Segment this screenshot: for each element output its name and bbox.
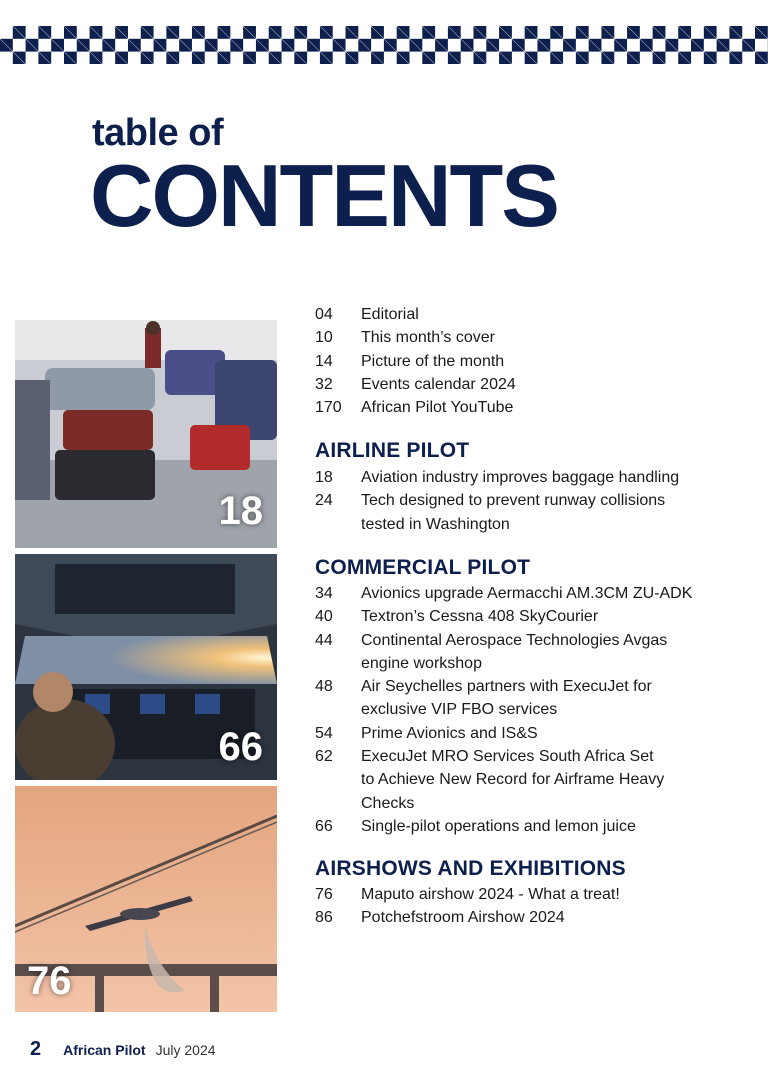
magazine-name: African Pilot [63,1042,146,1058]
heading-small: table of [92,112,224,154]
toc-title: African Pilot YouTube [361,399,514,417]
general-list [315,303,755,419]
toc-entry[interactable] [315,815,755,838]
toc-title: This month’s cover [361,329,495,347]
issue-date: July 2024 [155,1042,216,1058]
toc-entry[interactable] [315,373,755,396]
toc-title: ExecuJet MRO Services South Africa Set to Achieve New Record for Airframe Heavy Checks [361,748,665,812]
toc-page: 14 [315,352,333,370]
toc-entry[interactable] [315,396,755,419]
toc-entry[interactable] [315,722,755,745]
toc-page: 48 [315,678,333,696]
photo-label-76: 76 [27,959,72,1003]
commercial-list [315,582,755,838]
baggage-photo [15,320,277,548]
toc-entry[interactable] [315,675,755,722]
toc-title: Maputo airshow 2024 - What a treat! [361,886,620,903]
toc-entry[interactable] [315,906,755,929]
toc-page: 54 [315,724,333,742]
toc-entry[interactable] [315,326,755,349]
toc-title: Events calendar 2024 [361,375,516,393]
checker-border [0,26,768,64]
toc-page: 32 [315,375,333,393]
toc-title: Aviation industry improves baggage handling [361,469,680,486]
toc-page: 62 [315,748,333,766]
section-title-airshows: AIRSHOWS AND EXHIBITIONS [315,857,626,880]
heading-big: CONTENTS [90,146,558,245]
page-number: 2 [30,1038,42,1060]
section-title-commercial: COMMERCIAL PILOT [315,556,531,579]
toc-page: 24 [315,492,333,510]
photo-label-66: 66 [218,725,263,769]
toc-page: 34 [315,585,333,602]
toc-title: Tech designed to prevent runway collisions tested in Washington [361,492,666,533]
toc-title: Textron’s Cessna 408 SkyCourier [361,608,599,626]
toc-entry[interactable] [315,605,755,628]
toc-page: 86 [315,909,333,927]
footer [30,1038,216,1061]
toc-entry[interactable] [315,466,755,489]
cockpit-photo [15,554,277,780]
airline-list [315,466,755,536]
toc-page: 170 [315,399,342,417]
airshows-list [315,883,755,930]
toc-title: Single-pilot operations and lemon juice [361,817,636,835]
toc-title: Picture of the month [361,352,505,370]
toc-page: 18 [315,469,333,486]
toc-entry[interactable] [315,489,755,536]
toc-page: 76 [315,886,333,903]
toc-entry[interactable] [315,350,755,373]
toc-title: Potchefstroom Airshow 2024 [361,909,565,927]
toc-page: 04 [315,306,333,323]
aircraft-photo [15,786,277,1012]
toc-title: Editorial [361,306,419,323]
toc-page: 10 [315,329,333,347]
toc-entry[interactable] [315,303,755,326]
section-title-airline: AIRLINE PILOT [315,439,470,462]
toc-page: 40 [315,608,333,626]
toc-title: Continental Aerospace Technologies Avgas engine workshop [361,631,668,672]
toc-page: 44 [315,631,333,649]
toc-title: Prime Avionics and IS&S [361,724,538,742]
toc-entry[interactable] [315,582,755,605]
toc-title: Avionics upgrade Aermacchi AM.3CM ZU-ADK [361,585,693,602]
toc-entry[interactable] [315,629,755,676]
toc-entry[interactable] [315,883,755,906]
toc-title: Air Seychelles partners with ExecuJet for exclusive VIP FBO services [361,678,652,719]
photo-label-18: 18 [218,489,263,533]
toc-entry[interactable] [315,745,755,815]
toc-page: 66 [315,817,333,835]
